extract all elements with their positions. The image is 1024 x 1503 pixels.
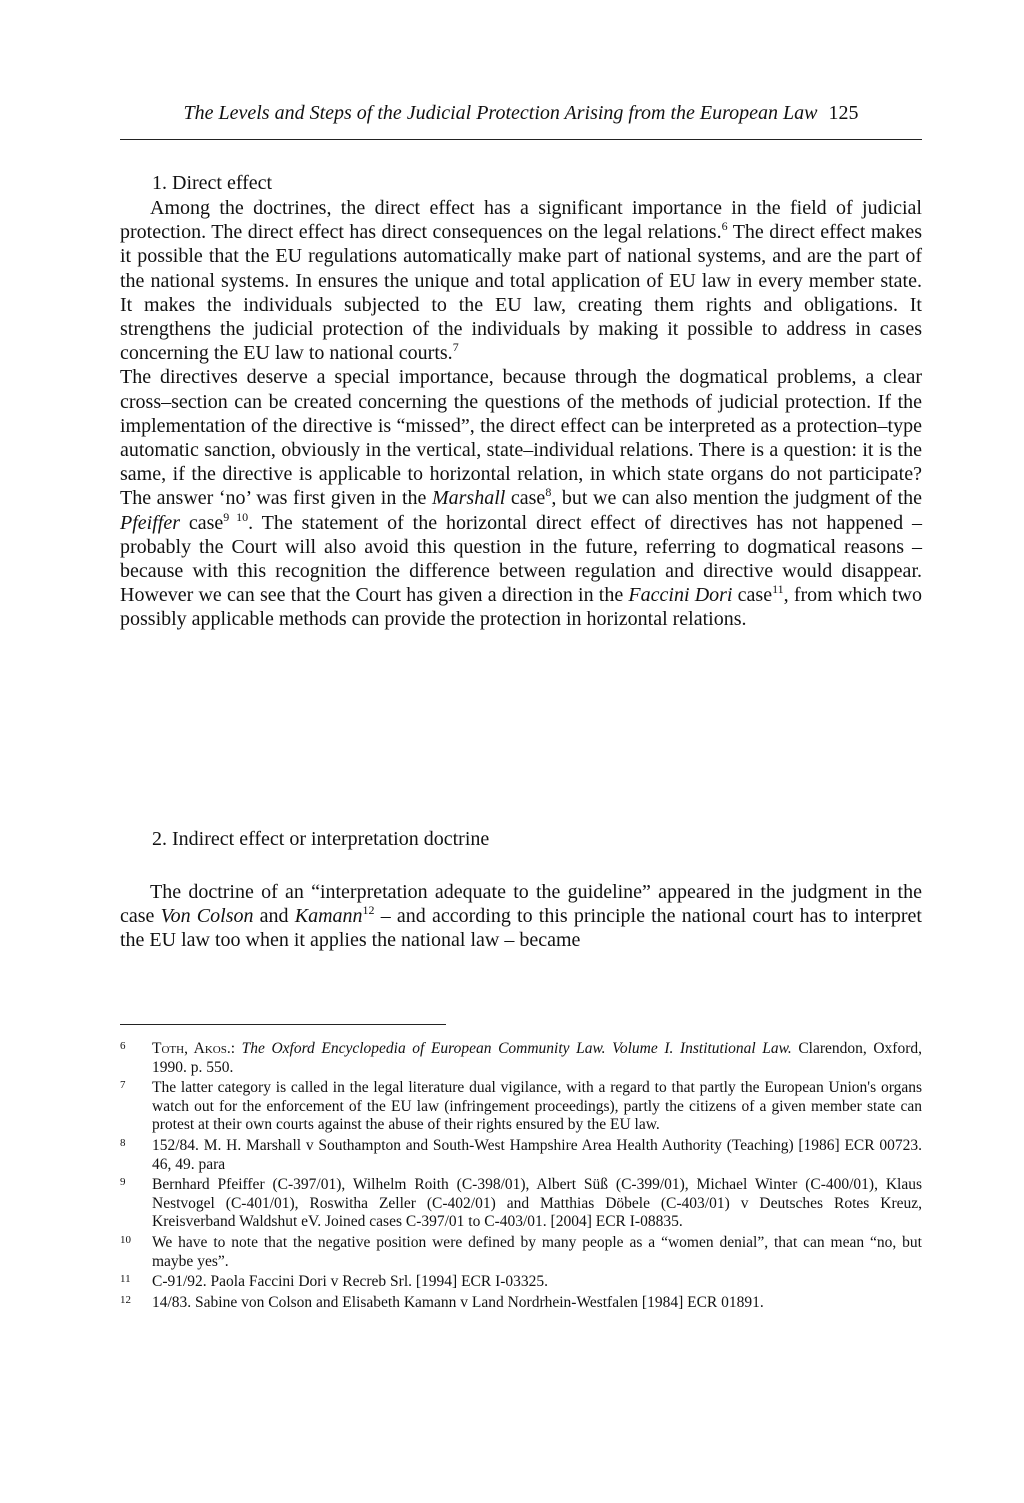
footnote-11: [120, 1273, 922, 1292]
section1-body: [120, 196, 922, 632]
footnote-7: [120, 1079, 922, 1135]
running-title: The Levels and Steps of the Judicial Protection Arising from the European Law: [183, 102, 818, 124]
footnote-number: 9: [120, 1176, 126, 1189]
case-name: Kamann: [294, 905, 363, 928]
footnote-number: 8: [120, 1136, 126, 1149]
text-run: The doctrine of an “interpretation adequate to the guideline” appeared in the judgment in the case: [120, 881, 922, 928]
footnote-rule: [120, 1024, 446, 1025]
footnote-ref: 11: [772, 582, 784, 597]
text-run: The directives deserve a special importance, because through the dogmatical problems, a clear cross–section can be created concerning the questions of the methods of judicial protection. If the implementation of the directive is “missed”, the direct effect can be interpreted as a protection–type automatic sanction, obviously in the vertical, state–individual relations. There is a question: it is the same, if the directive is applicable to horizontal relation, in which state organs do not participate? The answer ‘no’ was first given in the: [120, 366, 922, 510]
footnote-text: Bernhard Pfeiffer (C-397/01), Wilhelm Roith (C-398/01), Albert Süß (C-399/01), Michael Winter (C-400/01), Klaus Nestvogel (C-401/01), Roswitha Zeller (C-402/01) and Matthias Döbele (C-403/01) v Deutsches Rotes Kreuz, Kreisverband Waldshut eV. Joined cases C-397/01 to C-403/01. [2004] ECR I-08835.: [152, 1176, 922, 1231]
footnote-ref: 6: [721, 219, 728, 234]
footnote-12: [120, 1294, 922, 1313]
section-heading-direct-effect: 1. Direct effect: [152, 172, 273, 194]
footnote-8: [120, 1137, 922, 1174]
footnotes: [120, 1040, 922, 1314]
footnote-number: 10: [120, 1233, 131, 1246]
footnote-text: C-91/92. Paola Faccini Dori v Recreb Srl. [1994] ECR I-03325.: [152, 1273, 549, 1291]
footnote-ref: 8: [545, 485, 552, 500]
footnote-10: [120, 1234, 922, 1271]
text-run: , but we can also mention the judgment of the: [551, 487, 923, 510]
footnote-6: [120, 1040, 922, 1077]
text-run: . The statement of the horizontal direct effect of directives has not happened – probably the Court will also avoid this question in the future, referring to dogmatical reasons – because with this recognition the difference between regulation and directive would disappear. However we can see that the Court has given a direction in the: [120, 511, 922, 607]
paragraph-directives: [120, 365, 922, 631]
page-number: 125: [828, 102, 859, 124]
footnote-number: 6: [120, 1040, 126, 1052]
footnote-text: We have to note that the negative position were defined by many people as a “women denial”, that can mean “no, but maybe yes”.: [152, 1233, 922, 1270]
case-name: Pfeiffer: [120, 511, 180, 534]
section-heading-indirect-effect: 2. Indirect effect or interpretation doctrine: [152, 828, 490, 850]
footnote-author: Toth, Akos.:: [152, 1040, 236, 1057]
footnote-ref: 12: [362, 903, 375, 918]
footnote-9: [120, 1176, 922, 1232]
footnote-ref: 9 10: [223, 509, 249, 524]
text-run: case: [732, 584, 773, 607]
text-run: , from which two possibly applicable methods can provide the protection in horizontal relations.: [120, 584, 922, 631]
text-run: The direct effect makes it possible that the EU regulations automatically make part of national systems, and are the part of the national systems. In ensures the unique and total application of EU law in every member state. It makes the individuals subjected to the EU law, creating them rights and obligations. It strengthens the judicial protection of the individuals by making it possible to address in cases concerning the EU law to national courts.: [120, 221, 923, 365]
text-run: case: [505, 487, 546, 510]
footnote-text: 152/84. M. H. Marshall v Southampton and South-West Hampshire Area Health Authority (Teaching) [1986] ECR 00723. 46, 49. para: [152, 1136, 922, 1173]
footnote-ref: 7: [452, 340, 459, 355]
case-name: Faccini Dori: [628, 584, 733, 607]
footnote-number: 11: [120, 1273, 131, 1286]
text-run: – and according to this principle the national court has to interpret the EU law too when it applies the national law – became: [120, 905, 922, 952]
case-name: Von Colson: [160, 905, 254, 928]
footnote-title: The Oxford Encyclopedia of European Community Law. Volume I. Institutional Law.: [241, 1040, 792, 1057]
text-run: and: [253, 905, 295, 928]
text-run: case: [179, 511, 224, 534]
paragraph-direct-effect: [120, 196, 922, 365]
running-header: [120, 102, 922, 125]
footnote-text: 14/83. Sabine von Colson and Elisabeth Kamann v Land Nordrhein-Westfalen [1984] ECR 01891.: [152, 1293, 764, 1311]
text-run: Among the doctrines, the direct effect has a significant importance in the field of judicial protection. The direct effect has direct consequences on the legal relations.: [120, 197, 922, 244]
case-name: Marshall: [431, 487, 506, 510]
footnote-text: The latter category is called in the legal literature dual vigilance, with a regard to that partly the European Union's organs watch out for the enforcement of the EU law (infringement proceedings), partly the citizens of a given member state can protest at their own courts against the abuse of their rights ensured by the EU law.: [152, 1079, 922, 1134]
header-rule: [120, 139, 922, 140]
footnote-number: 12: [120, 1293, 131, 1306]
paragraph-interpretation-doctrine: [120, 880, 922, 953]
footnote-number: 7: [120, 1079, 126, 1092]
footnote-text: Clarendon, Oxford, 1990. p. 550.: [152, 1040, 922, 1076]
